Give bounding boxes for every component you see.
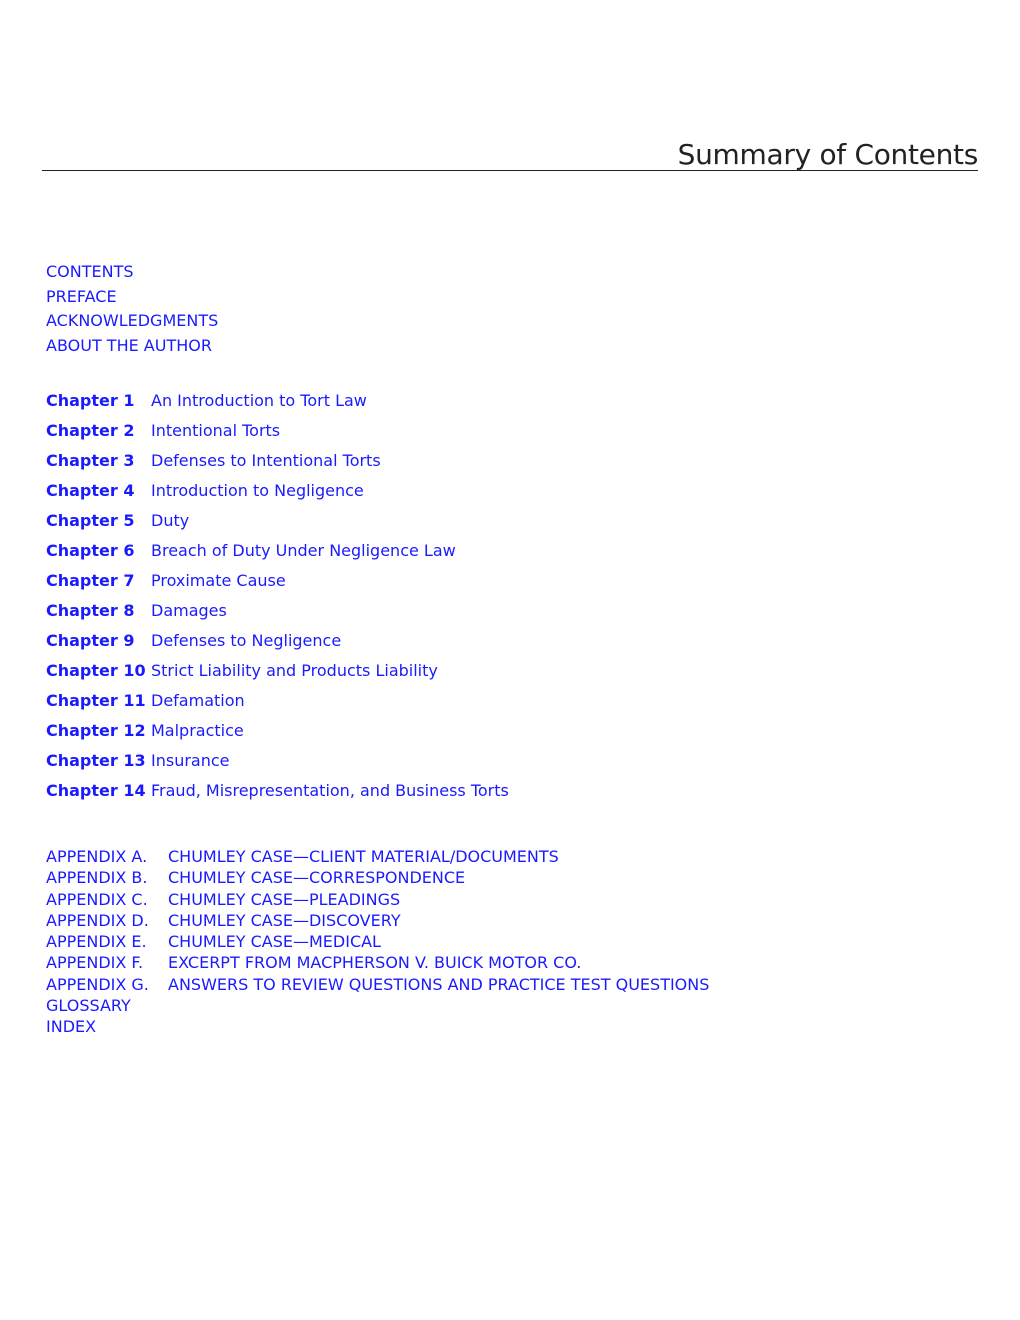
chapter-number-link[interactable]: Chapter 12 [46,721,146,740]
appendix-label-link[interactable]: APPENDIX A. [46,847,148,866]
appendix-title-link[interactable]: CHUMLEY CASE—DISCOVERY [168,910,401,930]
chapter-number-link[interactable]: Chapter 9 [46,631,135,650]
chapter-entry [46,751,509,781]
appendix-entry [46,847,709,868]
chapter-title-link[interactable]: Damages [151,601,227,620]
appendix-title-link[interactable]: CHUMLEY CASE—CLIENT MATERIAL/DOCUMENTS [168,847,559,866]
chapter-entry [46,781,509,811]
chapter-title-link[interactable]: Strict Liability and Products Liability [151,661,438,680]
chapter-title-link[interactable]: Proximate Cause [151,571,286,590]
chapter-title-link[interactable]: Malpractice [151,721,244,740]
title-rule [42,132,978,171]
chapter-number-link[interactable]: Chapter 14 [46,781,146,800]
chapter-list [46,391,509,811]
appendix-entry [46,953,709,974]
appendix-title-link[interactable]: CHUMLEY CASE—CORRESPONDENCE [168,868,466,888]
chapter-entry [46,721,509,751]
chapter-entry [46,391,509,421]
chapter-entry [46,541,509,571]
front-matter-item [46,311,218,336]
front-matter-link-about-author[interactable]: ABOUT THE AUTHOR [46,335,212,355]
chapter-number-link[interactable]: Chapter 6 [46,541,135,560]
front-matter-link-preface[interactable]: PREFACE [46,286,117,306]
chapter-title-link[interactable]: Defenses to Intentional Torts [151,451,381,470]
chapter-entry [46,571,509,601]
index-link[interactable]: INDEX [46,1017,97,1037]
chapter-entry [46,421,509,451]
chapter-number-link[interactable]: Chapter 1 [46,391,135,410]
chapter-number-link[interactable]: Chapter 3 [46,451,135,470]
appendix-entry [46,911,709,932]
appendix-label-link[interactable]: APPENDIX B. [46,868,148,888]
chapter-title-link[interactable]: Fraud, Misrepresentation, and Business Torts [151,781,509,800]
chapter-title-link[interactable]: Introduction to Negligence [151,481,364,500]
chapter-entry [46,451,509,481]
chapter-number-link[interactable]: Chapter 7 [46,571,135,590]
glossary-link[interactable]: GLOSSARY [46,996,131,1016]
appendix-title-link[interactable]: CHUMLEY CASE—MEDICAL [168,932,381,952]
chapter-title-link[interactable]: An Introduction to Tort Law [151,391,367,410]
appendix-title-link[interactable]: CHUMLEY CASE—PLEADINGS [168,889,401,909]
chapter-title-link[interactable]: Breach of Duty Under Negligence Law [151,541,456,560]
appendix-title-link[interactable]: EXCERPT FROM MACPHERSON V. BUICK MOTOR CO. [168,953,582,973]
page-title: Summary of Contents [677,138,978,171]
front-matter-link-acknowledgments[interactable]: ACKNOWLEDGMENTS [46,311,219,331]
chapter-entry [46,661,509,691]
chapter-number-link[interactable]: Chapter 5 [46,511,135,530]
back-matter-list [46,847,709,1039]
glossary-entry [46,996,709,1017]
chapter-entry [46,601,509,631]
front-matter-item [46,262,218,287]
chapter-number-link[interactable]: Chapter 10 [46,661,146,680]
front-matter-list [46,262,218,360]
front-matter-link-contents[interactable]: CONTENTS [46,262,134,281]
appendix-entry [46,932,709,953]
appendix-label-link[interactable]: APPENDIX F. [46,953,144,973]
front-matter-item [46,336,218,361]
appendix-label-link[interactable]: APPENDIX G. [46,974,149,994]
chapter-number-link[interactable]: Chapter 11 [46,691,146,710]
front-matter-item [46,287,218,312]
appendix-entry [46,975,709,996]
appendix-title-link[interactable]: ANSWERS TO REVIEW QUESTIONS AND PRACTICE TEST QUESTIONS [168,974,710,994]
chapter-title-link[interactable]: Duty [151,511,190,530]
chapter-number-link[interactable]: Chapter 8 [46,601,135,620]
chapter-number-link[interactable]: Chapter 13 [46,751,146,770]
chapter-entry [46,691,509,721]
chapter-number-link[interactable]: Chapter 4 [46,481,135,500]
index-entry [46,1017,709,1038]
chapter-title-link[interactable]: Defenses to Negligence [151,631,342,650]
appendix-entry [46,868,709,889]
appendix-label-link[interactable]: APPENDIX E. [46,932,147,952]
chapter-entry [46,511,509,541]
chapter-title-link[interactable]: Insurance [151,751,230,770]
chapter-number-link[interactable]: Chapter 2 [46,421,135,440]
chapter-entry [46,631,509,661]
appendix-label-link[interactable]: APPENDIX C. [46,889,148,909]
appendix-entry [46,890,709,911]
chapter-title-link[interactable]: Defamation [151,691,245,710]
chapter-entry [46,481,509,511]
appendix-label-link[interactable]: APPENDIX D. [46,910,149,930]
chapter-title-link[interactable]: Intentional Torts [151,421,281,440]
